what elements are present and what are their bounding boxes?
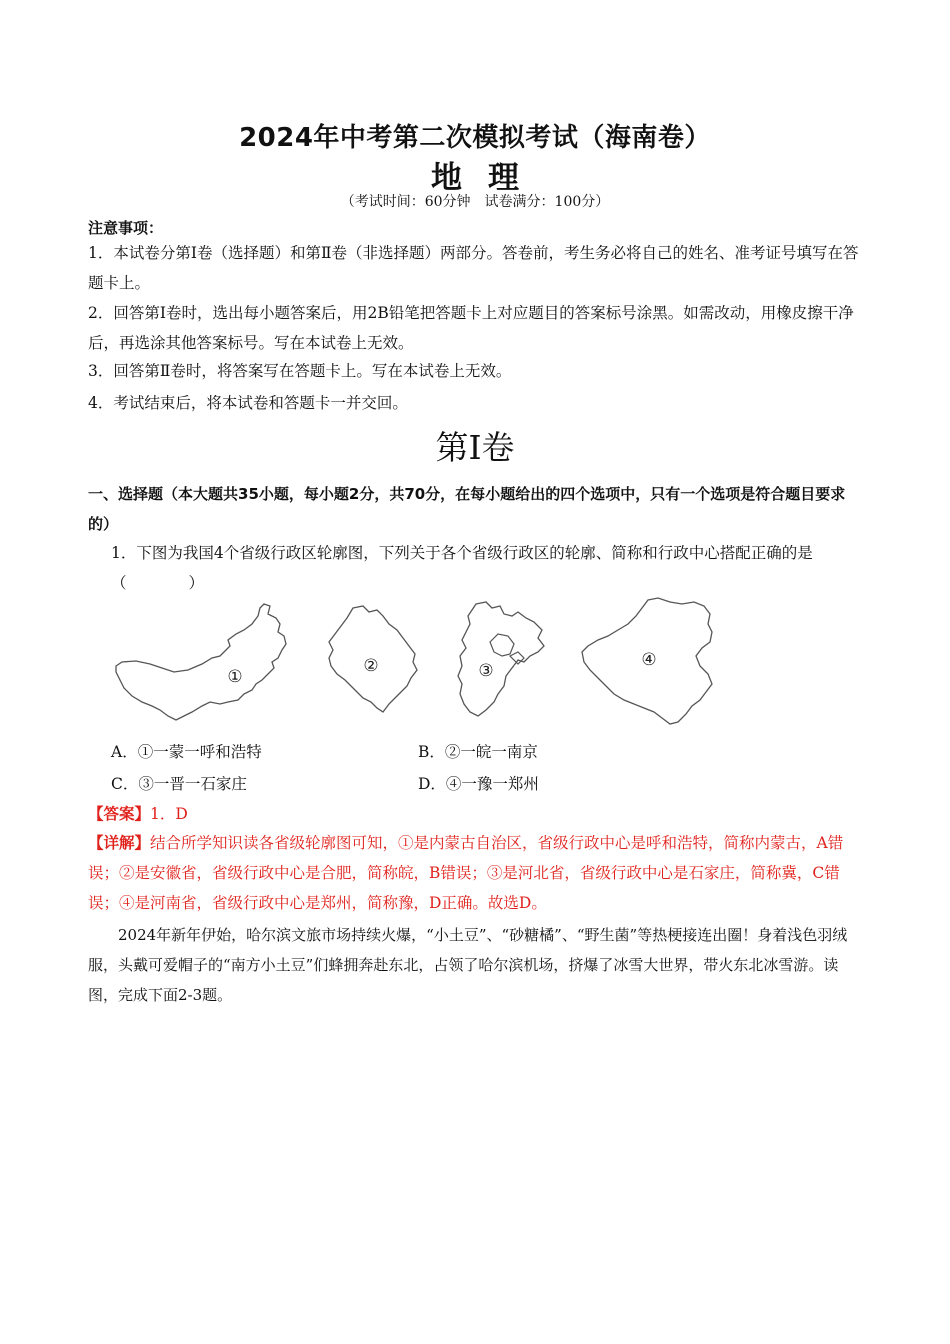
answer-line [88, 802, 188, 824]
subject-title: 地理 [431, 160, 545, 196]
province-outline-map-3 [446, 598, 550, 722]
detail-tag: 【详解】 [88, 834, 151, 852]
exam-title: 2024年中考第二次模拟考试（海南卷） [239, 123, 711, 153]
option-b: B．②一皖一南京 [418, 743, 538, 761]
option-a: A．①一蒙一呼和浩特 [111, 743, 262, 761]
map-label-3: ③ [478, 661, 494, 681]
question-1-stem: 1．下图为我国4个省级行政区轮廓图，下列关于各个省级行政区的轮廓、简称和行政中心搭配正确的是（ ） [111, 544, 813, 592]
detail-explanation [88, 828, 863, 918]
reading-passage: 2024年新年伊始，哈尔滨文旅市场持续火爆，“小土豆”、“砂糖橘”、“野生菌”等热梗接连出圈！身着浅色羽绒服，头戴可爱帽子的“南方小土豆”们蜂拥奔赴东北，占领了哈尔滨机场，挤爆了冰雪大世界，带火东北冰雪游。读图，完成下面2-3题。 [88, 926, 848, 1004]
province-outline-map-1 [112, 600, 290, 724]
notice-item-2: 2．回答第Ⅰ卷时，选出每小题答案后，用2B铅笔把答题卡上对应题目的答案标号涂黑。如需改动，用橡皮擦干净后，再选涂其他答案标号。写在本试卷上无效。 [88, 304, 854, 352]
notice-item-1: 1．本试卷分第Ⅰ卷（选择题）和第Ⅱ卷（非选择题）两部分。答卷前，考生务必将自己的姓名、准考证号填写在答题卡上。 [88, 244, 859, 292]
option-d: D．④一豫一郑州 [418, 775, 539, 793]
notice-item-3: 3．回答第Ⅱ卷时，将答案写在答题卡上。写在本试卷上无效。 [88, 362, 512, 380]
answer-value: 1．D [150, 805, 188, 823]
map-label-1: ① [227, 667, 243, 687]
map-label-4: ④ [641, 650, 657, 670]
answer-tag: 【答案】 [88, 805, 151, 823]
map-label-2: ② [363, 656, 379, 676]
option-c: C．③一晋一石家庄 [111, 775, 247, 793]
province-outline-map-2 [323, 604, 423, 716]
province-outline-map-4 [578, 596, 718, 728]
exam-meta: （考试时间：60分钟 试卷满分：100分） [340, 194, 610, 210]
notice-item-4: 4．考试结束后，将本试卷和答题卡一并交回。 [88, 394, 408, 412]
section-title: 第Ⅰ卷 [435, 428, 515, 467]
notice-heading: 注意事项： [88, 219, 164, 237]
section-heading: 一、选择题（本大题共35小题，每小题2分，共70分，在每小题给出的四个选项中，只有一个选项是符合题目要求的） [88, 485, 846, 533]
detail-text: 结合所学知识读各省级轮廓图可知，①是内蒙古自治区，省级行政中心是呼和浩特，简称内蒙古，A错误；②是安徽省，省级行政中心是合肥，简称皖，B错误；③是河北省，省级行政中心是石家庄，简称冀，C错误；④是河南省，省级行政中心是郑州，简称豫，D正确。故选D。 [88, 834, 844, 912]
